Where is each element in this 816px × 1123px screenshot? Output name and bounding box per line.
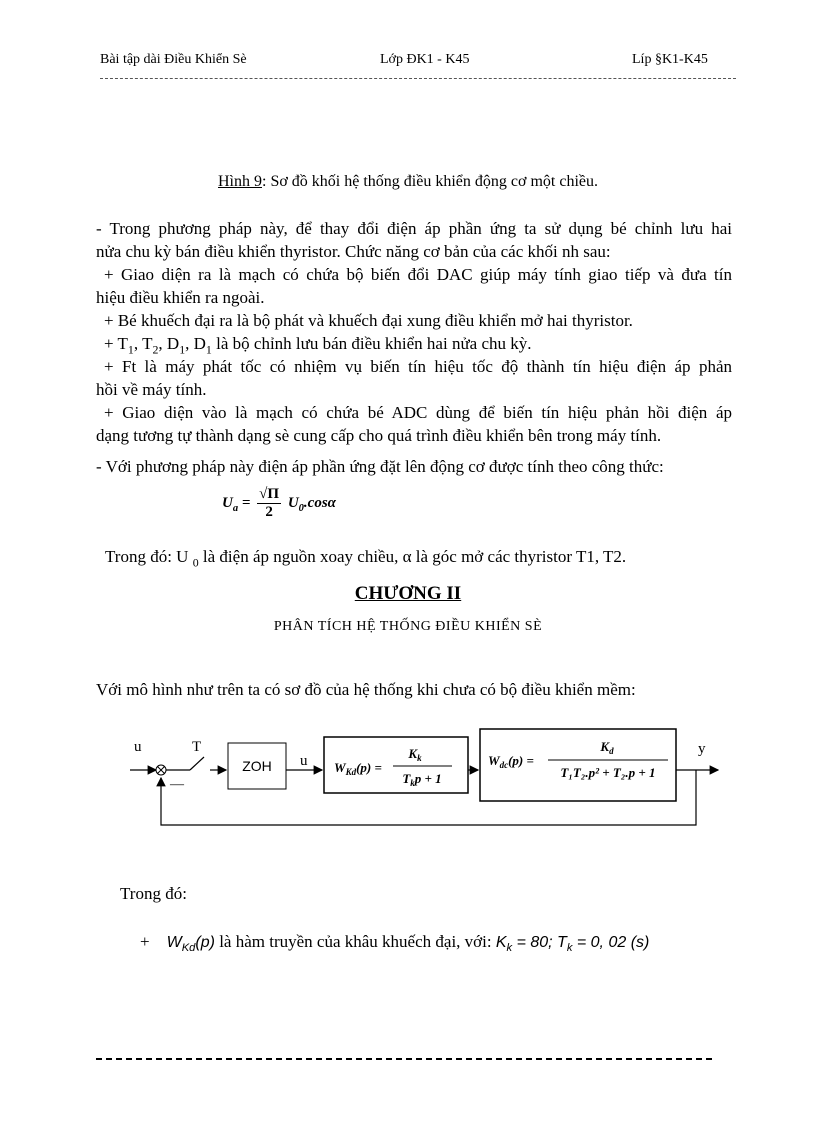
paragraph-2-line-2: hiệu điều khiển ra ngoài. <box>96 288 265 307</box>
p4-t: + T <box>104 334 128 353</box>
amplifier-block <box>324 737 468 793</box>
paragraph-6-line-1: + Giao diện vào là mạch có chứa bé ADC dùng để biến tín hiệu phản hồi điện áp <box>104 403 732 422</box>
bullet-k-val: = 80; T <box>512 934 567 951</box>
block1-p: (p) = <box>356 760 382 775</box>
p4-sub-2: 2 <box>152 342 159 357</box>
block-diagram <box>120 725 740 835</box>
p4-d2: , D <box>185 334 206 353</box>
block2-w-sub: dc <box>499 760 509 770</box>
paragraph-1-line-1: - Trong phương pháp này, để thay đổi điện áp phần ứng ta sử dụng bé chỉnh lưu hai <box>96 219 732 238</box>
block1-denominator <box>402 771 441 788</box>
formula-numerator: √Π <box>259 486 280 502</box>
formula-rhs-sub: 0 <box>298 502 304 514</box>
where-heading: Trong đó: <box>120 884 187 903</box>
block2-num-sub: d <box>609 746 614 756</box>
where-sub: 0 <box>192 555 199 570</box>
bullet-mark: + <box>140 932 150 951</box>
zoh-label: ZOH <box>242 758 272 774</box>
header-left: Bài tập dài Điều Khiển Sè <box>100 52 247 67</box>
figure-label: Hình 9 <box>218 173 262 190</box>
formula-denominator: 2 <box>265 504 273 520</box>
formula-rhs-tail: .cosα <box>303 494 336 511</box>
block2-denominator: T₁T₂.p² + T₂.p + 1 <box>560 765 656 780</box>
bullet-text: là hàm truyền của khâu khuếch đại, với: <box>214 932 496 951</box>
block1-transfer <box>334 760 382 777</box>
block1-den-t: T <box>402 771 411 786</box>
p4-sub-3: 1 <box>179 342 186 357</box>
formula-lhs: U <box>222 494 233 511</box>
block1-w: W <box>334 760 346 775</box>
zoh-out-label: u <box>300 753 308 769</box>
p4-d1: , D <box>158 334 180 353</box>
paragraph-5-line-1: + Ft là máy phát tốc có nhiệm vụ biến tín hiệu tốc độ thành tín hiệu điện áp phản <box>104 357 732 376</box>
p4-t2: , T <box>133 334 153 353</box>
where-line <box>105 545 741 574</box>
block1-num-k: K <box>408 746 418 761</box>
header-right: Líp §K1-K45 <box>632 52 708 67</box>
bullet-k: K <box>495 934 507 951</box>
paragraph-5-line-2: hồi về máy tính. <box>96 380 207 399</box>
block2-transfer <box>488 753 534 770</box>
bullet-w <box>166 934 215 955</box>
block2-num-k: K <box>600 739 610 754</box>
bullet-w-p: (p) <box>195 934 215 951</box>
bullet-k-sub: k <box>506 942 513 955</box>
bullet-params <box>495 934 650 955</box>
block2-p: (p) = <box>508 753 534 768</box>
block1-num-sub: k <box>417 753 422 763</box>
bullet-t-sub: k <box>566 942 573 955</box>
formula-equals: = <box>241 494 251 511</box>
where-prefix: Trong đó: U <box>105 547 193 566</box>
figure-caption <box>0 173 816 191</box>
p4-rest: là bộ chỉnh lưu bán điều khiển hai nửa chu kỳ. <box>211 334 532 353</box>
output-label: y <box>698 741 706 757</box>
switch-label: T <box>192 739 202 755</box>
footer-divider <box>96 1058 712 1060</box>
formula-lhs-sub: a <box>232 502 239 514</box>
block1-w-sub: Kd <box>345 767 357 777</box>
paragraph-7: - Với phương pháp này điện áp phần ứng đặt lên động cơ được tính theo công thức: <box>96 457 664 476</box>
header-divider <box>100 78 736 79</box>
sampler-switch <box>190 757 204 770</box>
intro-text: Với mô hình như trên ta có sơ đồ của hệ thống khi chưa có bộ điều khiển mềm: <box>96 680 636 699</box>
block1-den-rest: p + 1 <box>414 771 442 786</box>
armature-voltage-formula <box>222 486 336 521</box>
formula-fraction <box>257 486 281 521</box>
p4-sub-1: 1 <box>127 342 134 357</box>
block1-den-sub: k <box>410 778 415 788</box>
header-center: Lớp ĐK1 - K45 <box>380 52 470 67</box>
p4-sub-4: 1 <box>205 342 212 357</box>
figure-caption-text: : Sơ đồ khối hệ thống điều khiển động cơ một chiều. <box>262 173 598 190</box>
formula-rhs: U <box>287 494 299 511</box>
chapter-title: CHƯƠNG II <box>354 583 462 604</box>
paragraph-3: + Bé khuếch đại ra là bộ phát và khuếch đại xung điều khiển mở hai thyristor. <box>104 311 633 330</box>
bullet-w-letter: W <box>166 934 182 951</box>
paragraph-2-line-1: + Giao diện ra là mạch có chứa bộ biến đổi DAC giúp máy tính giao tiếp và đưa tín <box>104 265 732 284</box>
input-label: u <box>134 739 142 755</box>
paragraph-6-line-2: dạng tương tự thành dạng sè cung cấp cho quá trình điều khiển bên trong máy tính. <box>96 426 662 445</box>
minus-sign: — <box>170 777 184 792</box>
gain-bullet <box>140 932 649 954</box>
paragraph-1-line-2: nửa chu kỳ bán điều khiển thyristor. Chức năng cơ bản của các khối nh sau: <box>96 242 611 261</box>
bullet-t-val: = 0, 02 (s) <box>572 934 650 951</box>
block2-w: W <box>488 753 500 768</box>
bullet-w-sub: Kd <box>181 942 196 955</box>
chapter-subtitle: PHÂN TÍCH HỆ THỐNG ĐIỀU KHIỂN SÈ <box>273 619 543 634</box>
where-rest: là điện áp nguồn xoay chiều, α là góc mở các thyristor T1, T2. <box>198 547 627 566</box>
